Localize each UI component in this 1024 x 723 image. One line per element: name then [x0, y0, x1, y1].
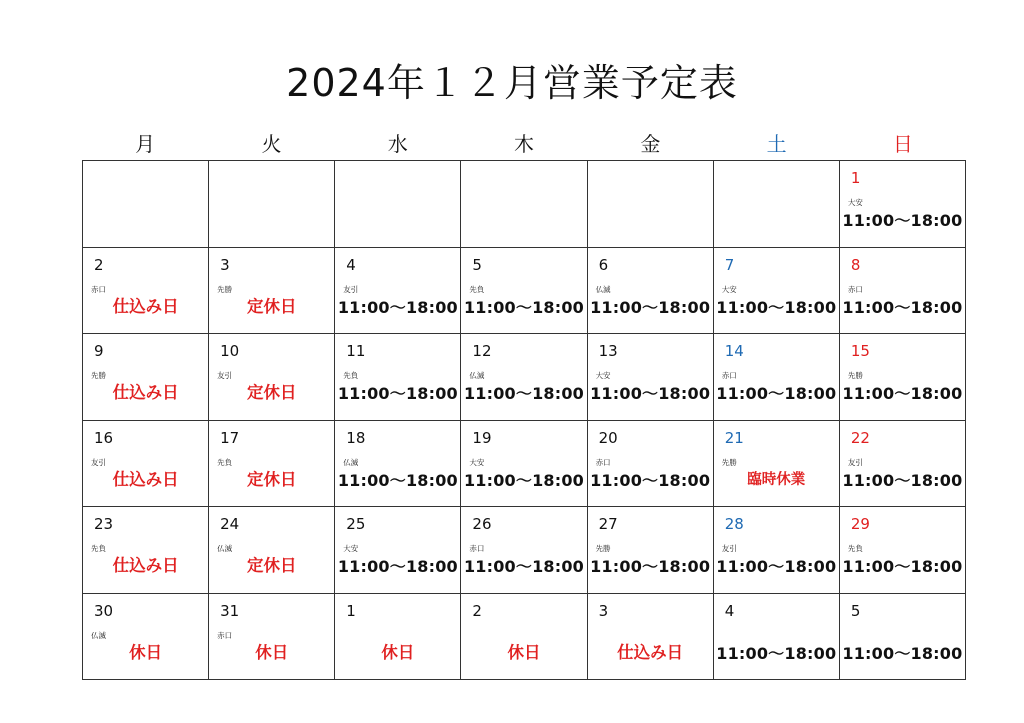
- calendar-cell: [83, 334, 209, 421]
- closure-label: 仕込み日: [112, 469, 179, 489]
- business-hours: 11:00～18:00: [463, 470, 585, 490]
- calendar-cell: [714, 248, 840, 335]
- business-hours: 11:00～18:00: [842, 297, 963, 317]
- rokuyo-label: 大安: [721, 284, 737, 294]
- closure-label: 休日: [381, 642, 415, 662]
- calendar-cell: [335, 248, 461, 335]
- day-number: 17: [220, 428, 240, 447]
- day-number: 10: [220, 342, 240, 360]
- calendar-cell: [588, 334, 714, 421]
- calendar-grid: [82, 160, 966, 680]
- calendar-cell: [588, 161, 714, 248]
- day-number: 25: [346, 515, 366, 533]
- day-number: 14: [724, 342, 744, 360]
- closure-label: 定休日: [246, 469, 297, 489]
- rokuyo-label: 仏滅: [91, 630, 106, 640]
- calendar-cell: [83, 594, 209, 681]
- business-hours: 11:00～18:00: [716, 297, 837, 317]
- day-number: 12: [472, 342, 492, 360]
- closure-label: 定休日: [246, 383, 297, 402]
- business-hours: 11:00～18:00: [842, 470, 963, 490]
- calendar-cell: [335, 421, 461, 508]
- calendar-cell: [461, 421, 587, 508]
- day-number: 16: [94, 428, 114, 447]
- calendar-cell: [714, 334, 840, 421]
- weekday-fri: 金: [640, 132, 661, 156]
- rokuyo-label: 友引: [91, 457, 106, 467]
- business-hours: 11:00～18:00: [590, 297, 711, 317]
- day-number: 7: [724, 255, 735, 274]
- day-number: 5: [472, 255, 482, 274]
- rokuyo-label: 赤口: [217, 630, 233, 640]
- business-hours: 11:00～18:00: [842, 211, 963, 230]
- business-hours: 11:00～18:00: [463, 384, 585, 403]
- weekday-tue: 火: [261, 132, 282, 156]
- calendar-cell: [588, 594, 714, 681]
- rokuyo-label: 友引: [721, 544, 737, 553]
- business-hours: 11:00～18:00: [337, 384, 458, 403]
- closure-label: 定休日: [246, 556, 297, 575]
- closure-label: 仕込み日: [112, 383, 179, 402]
- weekday-thu: 木: [514, 132, 535, 156]
- calendar-cell: [83, 161, 209, 248]
- business-hours: 11:00～18:00: [842, 384, 963, 403]
- day-number: 9: [94, 342, 104, 360]
- rokuyo-label: 友引: [343, 284, 359, 294]
- rokuyo-label: 先負: [343, 371, 359, 380]
- business-hours: 11:00～18:00: [337, 297, 458, 317]
- calendar-cell: [840, 507, 966, 594]
- day-number: 11: [346, 342, 366, 360]
- calendar-cell: [840, 594, 966, 681]
- day-number: 29: [850, 515, 870, 533]
- day-number: 4: [346, 255, 356, 274]
- day-number: 3: [220, 255, 230, 274]
- day-number: 4: [724, 601, 735, 620]
- calendar-cell: [588, 507, 714, 594]
- day-number: 2: [472, 601, 482, 620]
- closure-label: 仕込み日: [617, 642, 684, 662]
- calendar-cell: [209, 507, 335, 594]
- calendar-cell: [209, 334, 335, 421]
- calendar-cell: [83, 248, 209, 335]
- day-number: 30: [94, 601, 114, 620]
- rokuyo-label: 大安: [469, 457, 485, 467]
- calendar-cell: [335, 161, 461, 248]
- closure-label: 仕込み日: [112, 556, 179, 575]
- rokuyo-label: 大安: [343, 544, 359, 553]
- business-hours: 11:00～18:00: [590, 557, 711, 576]
- business-hours: 11:00～18:00: [590, 470, 711, 490]
- day-number: 28: [724, 515, 744, 533]
- rokuyo-label: 赤口: [847, 284, 863, 294]
- rokuyo-label: 先勝: [721, 457, 737, 467]
- day-number: 1: [346, 601, 356, 620]
- weekday-sun: 日: [892, 132, 913, 156]
- calendar-cell: [714, 594, 840, 681]
- day-number: 6: [598, 255, 609, 274]
- day-number: 1: [850, 169, 861, 187]
- rokuyo-label: 先勝: [847, 371, 863, 380]
- rokuyo-label: 先勝: [217, 284, 233, 294]
- weekday-sat: 土: [766, 132, 787, 156]
- calendar-cell: [461, 334, 587, 421]
- rokuyo-label: 仏滅: [595, 284, 611, 294]
- day-number: 26: [472, 515, 492, 533]
- closure-label: 臨時休業: [747, 471, 806, 488]
- rokuyo-label: 先負: [469, 284, 485, 294]
- closure-label: 休日: [507, 642, 541, 662]
- calendar-cell: [840, 161, 966, 248]
- day-number: 13: [598, 342, 618, 360]
- weekday-mon: 月: [135, 132, 156, 156]
- business-hours: 11:00～18:00: [842, 643, 963, 663]
- business-hours: 11:00～18:00: [716, 643, 837, 663]
- calendar-cell: [335, 594, 461, 681]
- closure-label: 定休日: [246, 296, 297, 316]
- business-hours: 11:00～18:00: [463, 297, 585, 317]
- calendar-cell: [335, 334, 461, 421]
- day-number: 15: [850, 342, 870, 360]
- calendar-cell: [588, 421, 714, 508]
- day-number: 22: [850, 428, 870, 447]
- business-hours: 11:00～18:00: [463, 557, 585, 576]
- calendar-cell: [461, 161, 587, 248]
- day-number: 31: [220, 601, 240, 620]
- rokuyo-label: 大安: [847, 198, 863, 207]
- rokuyo-label: 先負: [91, 544, 106, 553]
- day-number: 21: [724, 428, 744, 447]
- calendar-cell: [714, 421, 840, 508]
- calendar-cell: [840, 421, 966, 508]
- business-hours: 11:00～18:00: [716, 557, 837, 576]
- calendar-cell: [461, 248, 587, 335]
- closure-label: 休日: [255, 642, 289, 662]
- day-number: 24: [220, 515, 240, 533]
- rokuyo-label: 赤口: [595, 457, 611, 467]
- business-hours: 11:00～18:00: [590, 384, 711, 403]
- day-number: 18: [346, 428, 366, 447]
- closure-label: 休日: [129, 642, 163, 662]
- rokuyo-label: 仏滅: [469, 371, 485, 380]
- day-number: 5: [850, 601, 861, 620]
- business-hours: 11:00～18:00: [716, 384, 837, 403]
- rokuyo-label: 先負: [847, 544, 863, 553]
- calendar-cell: [335, 507, 461, 594]
- calendar-cell: [714, 161, 840, 248]
- calendar-cell: [209, 161, 335, 248]
- day-number: 20: [598, 428, 618, 447]
- rokuyo-label: 赤口: [91, 284, 106, 294]
- calendar-cell: [840, 334, 966, 421]
- calendar-cell: [209, 421, 335, 508]
- calendar-cell: [461, 594, 587, 681]
- page-title: 2024年１２月営業予定表: [286, 61, 738, 105]
- calendar-cell: [714, 507, 840, 594]
- rokuyo-label: 赤口: [469, 544, 485, 553]
- rokuyo-label: 赤口: [721, 371, 737, 380]
- calendar-cell: [83, 421, 209, 508]
- calendar-cell: [840, 248, 966, 335]
- day-number: 2: [94, 255, 104, 274]
- day-number: 23: [94, 515, 114, 533]
- rokuyo-label: 仏滅: [343, 457, 359, 467]
- rokuyo-label: 大安: [595, 371, 611, 380]
- calendar-cell: [209, 594, 335, 681]
- weekday-wed: 水: [387, 132, 408, 156]
- day-number: 27: [598, 515, 618, 533]
- calendar-cell: [461, 507, 587, 594]
- business-hours: 11:00～18:00: [842, 557, 963, 576]
- rokuyo-label: 仏滅: [217, 544, 233, 553]
- day-number: 3: [598, 601, 609, 620]
- rokuyo-label: 先勝: [91, 371, 106, 380]
- calendar-cell: [209, 248, 335, 335]
- rokuyo-label: 友引: [217, 371, 233, 380]
- day-number: 19: [472, 428, 492, 447]
- calendar-cell: [83, 507, 209, 594]
- rokuyo-label: 先負: [217, 457, 233, 467]
- rokuyo-label: 先勝: [595, 544, 611, 553]
- rokuyo-label: 友引: [847, 457, 863, 467]
- calendar-cell: [588, 248, 714, 335]
- business-hours: 11:00～18:00: [337, 470, 458, 490]
- business-hours: 11:00～18:00: [337, 557, 458, 576]
- weekday-header: [82, 128, 966, 160]
- day-number: 8: [850, 255, 861, 274]
- closure-label: 仕込み日: [112, 296, 179, 316]
